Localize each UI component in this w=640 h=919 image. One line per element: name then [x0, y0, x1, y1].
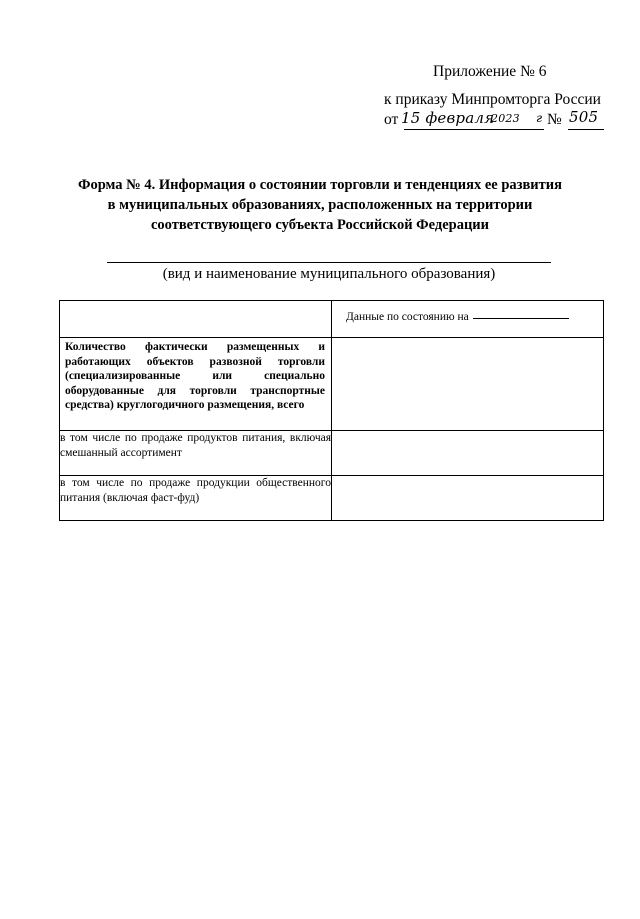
row-value-food[interactable]: [332, 431, 604, 476]
order-reference: к приказу Минпромторга России: [384, 91, 601, 108]
municipality-caption: (вид и наименование муниципального образования): [162, 266, 496, 282]
municipality-name-line: [107, 262, 551, 263]
table-row: [60, 338, 604, 431]
number-label: №: [547, 111, 562, 128]
row-label-catering: в том числе по продаже продукции общественного питания (включая фаст-фуд): [60, 476, 332, 521]
handwritten-number: 505: [569, 108, 599, 126]
handwritten-year: 2023: [491, 112, 520, 125]
table-row: [60, 476, 604, 521]
as-of-date-blank: [473, 309, 569, 319]
handwritten-date: 15 февраля: [401, 109, 495, 127]
row-label-total: Количество фактически размещенных и работающих объектов развозной торговли (специализированные или специально оборудованные для торговли транспортные средства) круглогодичного размещения, всего: [60, 338, 332, 431]
number-underline: [568, 129, 604, 130]
form-title-line-2: в муниципальных образованиях, расположенных на территории: [107, 197, 533, 213]
row-value-total[interactable]: [332, 338, 604, 431]
form-title-line-1: Форма № 4. Информация о состоянии торговли и тенденциях ее развития: [77, 177, 562, 193]
data-table: [59, 300, 604, 521]
row-label-food: в том числе по продаже продуктов питания, включая смешанный ассортимент: [60, 431, 332, 476]
from-label: от: [384, 111, 399, 128]
data-as-of-label: Данные по состоянию на: [346, 311, 469, 323]
table-row: [60, 431, 604, 476]
order-date-line: [384, 108, 604, 133]
appendix-number: Приложение № 6: [433, 63, 547, 80]
date-underline: [404, 129, 544, 130]
handwritten-g: г: [536, 111, 543, 125]
form-title-line-3: соответствующего субъекта Российской Федерации: [150, 217, 490, 233]
header-date-cell: [332, 301, 604, 338]
header-empty-cell: [60, 301, 332, 338]
row-value-catering[interactable]: [332, 476, 604, 521]
table-header-row: [60, 301, 604, 338]
form-title: [70, 175, 570, 235]
